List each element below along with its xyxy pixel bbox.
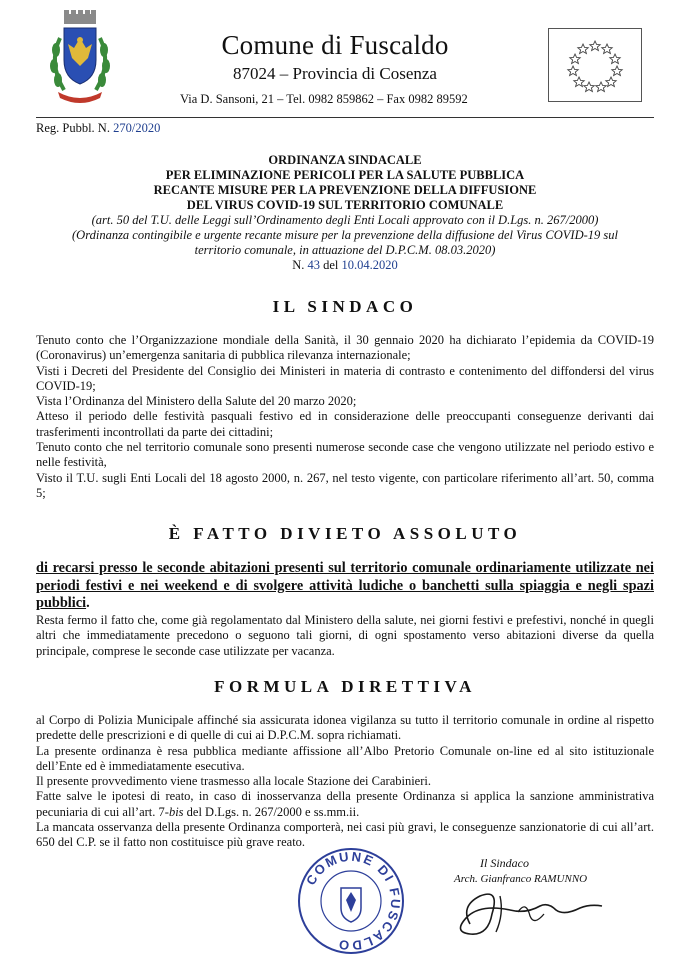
- premises-section: [36, 333, 654, 501]
- ordinance-number: [36, 258, 654, 273]
- handwritten-signature-icon: [430, 866, 620, 946]
- premise-paragraph: Tenuto conto che l’Organizzazione mondiale della Sanità, il 30 gennaio 2020 ha dichiarato l’epidemia da COVID-19 (Coronavirus) un’emergenza sanitaria di pubblica rilevanza internazionale;: [36, 333, 654, 363]
- sanction-bis: bis: [168, 804, 184, 819]
- signatory-name: Arch. Gianfranco RAMUNNO: [454, 873, 588, 885]
- divieto-text: [36, 560, 654, 613]
- ordinance-line-2: PER ELIMINAZIONE PERICOLI PER LA SALUTE PUBBLICA: [165, 168, 525, 182]
- ordinance-del-label: del: [320, 258, 342, 272]
- ordinance-line-1: ORDINANZA SINDACALE: [268, 153, 422, 167]
- ordinance-line-4: DEL VIRUS COVID-19 SUL TERRITORIO COMUNALE: [186, 198, 504, 212]
- formula-paragraph: La presente ordinanza è resa pubblica mediante affissione all’Albo Pretorio Comunale on-line ed al sito istituzionale dell’Ente ed è immediatamente esecutiva.: [36, 743, 654, 773]
- province-subtitle: 87024 – Provincia di Cosenza: [233, 64, 437, 83]
- ordinance-heading: [36, 153, 654, 273]
- sanction-text-a: Fatte salve le ipotesi di reato, in caso di inosservanza della presente Ordinanza si applica la sanzione amministrativa pecuniaria di cui all’art. 7-: [36, 789, 654, 819]
- signatory-role: Il Sindaco: [480, 856, 529, 870]
- ordinance-number-value: 43: [307, 258, 320, 272]
- premise-paragraph: Atteso il periodo delle festività pasquali festivo ed in considerazione delle preoccupanti conseguenze derivanti dai trasferimenti incontrollati da parte dei cittadini;: [36, 409, 654, 439]
- divieto-heading: È FATTO DIVIETO ASSOLUTO: [168, 524, 522, 543]
- letterhead: [0, 0, 690, 118]
- divieto-period: .: [86, 595, 90, 611]
- reg-number: 270/2020: [113, 121, 161, 135]
- municipal-stamp-icon: [296, 846, 406, 956]
- premise-paragraph: Visto il T.U. sugli Enti Locali del 18 agosto 2000, n. 267, nel testo vigente, con particolare riferimento all’art. 50, comma 5;: [36, 470, 654, 500]
- header-divider: [36, 117, 654, 118]
- registration-number: [36, 121, 160, 136]
- reg-label: Reg. Pubbl. N.: [36, 121, 114, 135]
- ordinance-urgency-note: (Ordinanza contingibile e urgente recante misure per la prevenzione della diffusione del Virus COVID-19 sul territorio comunale, in attuazione del D.P.C.M. 08.03.2020): [72, 228, 618, 257]
- formula-paragraph: al Corpo di Polizia Municipale affinché sia assicurata idonea vigilanza su tutto il territorio comunale in ordine al rispetto predette delle prescrizioni e di quelle di cui ai D.P.C.M. sopra richiamati.: [36, 713, 654, 743]
- formula-section: [36, 713, 654, 851]
- penalty-paragraph: La mancata osservanza della presente Ordinanza comporterà, nei casi più gravi, le conseguenze sanzionatorie di cui all’art. 650 del C.P. se il fatto non costituisce più grave reato.: [36, 820, 654, 850]
- ordinance-date: 10.04.2020: [341, 258, 398, 272]
- premise-paragraph: Tenuto conto che nel territorio comunale sono presenti numerose seconde case che vengono utilizzate nel periodo estivo e nelle festività,: [36, 440, 654, 470]
- contact-address: Via D. Sansoni, 21 – Tel. 0982 859862 – Fax 0982 89592: [180, 92, 468, 106]
- resta-fermo-paragraph: Resta fermo il fatto che, come già regolamentato dal Ministero della salute, nei giorni festivi e prefestivi, nonché in quegli altri che immediatamente precedono o seguono tali giorni, di ogni spostamento verso abitazioni diverse da quella principale, comprese le seconde case utilizzate per vacanza.: [36, 613, 654, 658]
- premise-paragraph: Visti i Decreti del Presidente del Consiglio dei Ministeri in materia di contrasto e contenimento del diffondersi del virus COVID-19;: [36, 363, 654, 393]
- formula-paragraph: Il presente provvedimento viene trasmesso alla locale Stazione dei Carabinieri.: [36, 774, 431, 789]
- premise-paragraph: Vista l’Ordinanza del Ministero della Salute del 20 marzo 2020;: [36, 394, 357, 409]
- stamp-text: COMUNE DI FUSCALDO: [303, 848, 404, 954]
- ordinance-legal-note: (art. 50 del T.U. delle Leggi sull’Ordinamento degli Enti Locali approvato con il D.Lgs. n. 267/2000): [91, 213, 599, 227]
- sindaco-heading: IL SINDACO: [272, 297, 418, 316]
- municipality-title: Comune di Fuscaldo: [221, 30, 449, 60]
- municipal-crest-icon: [40, 8, 120, 108]
- formula-heading: FORMULA DIRETTIVA: [214, 677, 476, 696]
- ordinance-line-3: RECANTE MISURE PER LA PREVENZIONE DELLA DIFFUSIONE: [153, 183, 537, 197]
- signature-area: [0, 846, 690, 960]
- eu-flag-icon: [548, 28, 642, 102]
- sanction-text-b: del D.Lgs. n. 267/2000 e ss.mm.ii.: [183, 804, 360, 819]
- sanction-paragraph: [36, 789, 654, 820]
- divieto-underlined: di recarsi presso le seconde abitazioni presenti sul territorio comunale ordinariamente utilizzate nei periodi festivi e nei weekend e di svolgere attività ludiche o banchetti sulla spiaggia e negli spazi pubblici: [36, 560, 654, 611]
- ordinance-n-label: N.: [292, 258, 308, 272]
